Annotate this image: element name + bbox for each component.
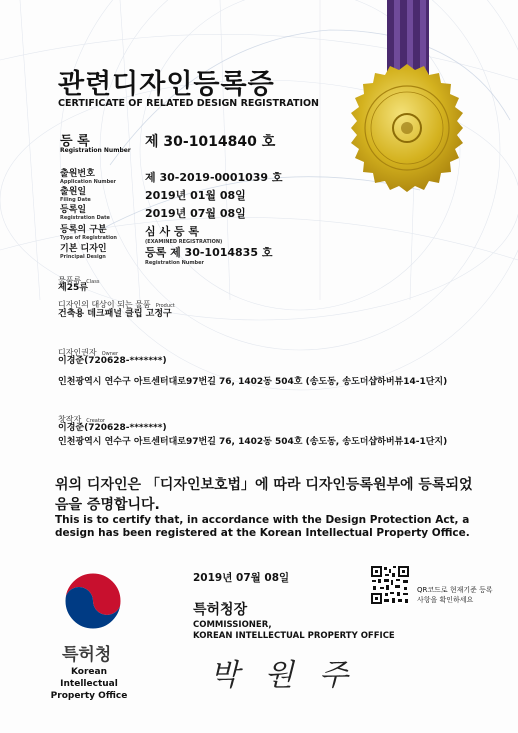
issuer-title-ko: 특허청장 <box>193 602 248 618</box>
logo-text-ko: 특허청 <box>62 645 112 665</box>
field-registration-date-label: 등록일 Registration Date <box>60 205 110 221</box>
registration-label-en: Registration Number <box>60 147 131 154</box>
registration-label: 등 록 <box>60 134 90 149</box>
field-filing-label: 출원일 Filing Date <box>60 187 91 203</box>
field-application-label: 출원번호 Application Number <box>60 169 117 185</box>
logo-text-en: Korean Intellectual Property Office <box>50 667 128 701</box>
page-title: 관련디자인등록증 <box>58 69 275 100</box>
creator-label: 창작자 Creator <box>58 415 105 424</box>
registration-number: 제 30-1014840 호 <box>145 134 276 150</box>
kipo-logo-icon <box>62 570 124 632</box>
product-label: 디자인의 대상이 되는 물품 Product <box>58 300 175 309</box>
gold-seal <box>351 64 463 192</box>
field-principal-value: 등록 제 30-1014835 호 Registration Number <box>145 246 273 266</box>
issuer-title-en: COMMISSIONER, KOREAN INTELLECTUAL PROPERTY OFFICE <box>193 620 395 641</box>
field-type-value: 심 사 등 록 (EXAMINED REGISTRATION) <box>145 225 223 245</box>
signature: 박 원 주 <box>210 658 357 693</box>
creator-name: 이경준(720628-*******) <box>58 423 167 433</box>
certification-text-en: This is to certify that, in accordance with the Design Protection Act, a design has been registered at the Korean Intellectual Property Office. <box>55 514 470 539</box>
field-filing-value: 2019년 01월 08일 <box>145 189 246 202</box>
class-value: 제25류 <box>58 283 88 293</box>
issue-date: 2019년 07월 08일 <box>193 572 290 584</box>
qr-code-icon[interactable] <box>370 565 410 605</box>
product-value: 건축용 데크패널 클립 고정구 <box>58 309 172 319</box>
field-type-label: 등록의 구분 Type of Registration <box>60 225 117 241</box>
owner-name: 이경준(720628-*******) <box>58 356 167 366</box>
certification-text-ko: 위의 디자인은 「디자인보호법」에 따라 디자인등록원부에 등록되었음을 증명합니다. <box>55 477 473 513</box>
owner-label: 디자인권자 Owner <box>58 348 119 357</box>
creator-address: 인천광역시 연수구 아트센터대로97번길 76, 1402동 504호 (송도동, 송도더샵하버뷰14-1단지) <box>58 437 448 447</box>
class-label: 물품류 Class <box>58 276 100 285</box>
page-subtitle: CERTIFICATE OF RELATED DESIGN REGISTRATION <box>58 98 319 109</box>
owner-address: 인천광역시 연수구 아트센터대로97번길 76, 1402동 504호 (송도동, 송도더샵하버뷰14-1단지) <box>58 377 448 387</box>
qr-note: QR코드로 현재기준 등록사항을 확인하세요 <box>417 586 493 604</box>
field-principal-label: 기본 디자인 Principal Design <box>60 244 107 260</box>
field-application-value: 제 30-2019-0001039 호 <box>145 171 283 184</box>
field-registration-date-value: 2019년 07월 08일 <box>145 207 246 220</box>
